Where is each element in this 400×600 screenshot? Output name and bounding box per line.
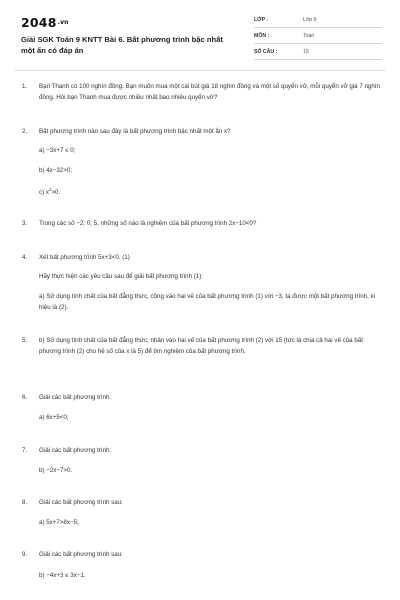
question-number: 4. [22, 254, 28, 261]
question-number: 6. [22, 394, 28, 401]
question-text: Xét bất phương trình 5x+3<0. (1) [39, 254, 130, 261]
question-number: 5. [22, 337, 28, 344]
question-number: 7. [22, 447, 28, 454]
sub-question-b: b) −4x+3 ≤ 3x−1. [39, 572, 86, 579]
question-number: 2. [22, 128, 28, 135]
option-b: b) 4x−32>0; [39, 167, 73, 174]
document-title: Giải SGK Toán 9 KNTT Bài 6. Bất phương trình bậc nhất một ẩn có đáp án [21, 35, 223, 55]
option-c-rest: >0. [51, 189, 61, 196]
site-logo[interactable] [21, 15, 69, 30]
sub-question-a: a) Sử dụng tính chất của bất đẳng thức, cộng vào hai vế của bất phương trình (1) với −3, ta được một bất phương trình, kí hiệu là (2). [39, 293, 376, 311]
question-number: 1. [22, 83, 28, 90]
question-number: 8. [22, 499, 28, 506]
option-a: a) −3x+7 ≤ 0; [39, 147, 76, 154]
question-number: 3. [22, 220, 28, 227]
meta-label: MÔN : [254, 33, 270, 39]
option-c-exponent: 2 [48, 187, 52, 192]
question-text: Giải các bất phương trình sau: [39, 551, 123, 558]
meta-value: Toán [303, 33, 315, 39]
meta-label: SỐ CÂU : [254, 49, 278, 55]
logo-text: 2048 [21, 15, 57, 30]
question-text: Bất phương trình nào sau đây là bất phương trình bậc nhất một ẩn x? [39, 128, 231, 135]
question-text: Giải các bất phương trình: [39, 394, 112, 401]
sub-question-a: a) 5x+7>8x−5; [39, 519, 79, 526]
meta-info [254, 14, 382, 62]
meta-value: 15 [303, 49, 309, 55]
question-text: Giải các bất phương trình: [39, 447, 112, 454]
meta-label: LỚP : [254, 17, 269, 23]
meta-value: Lớp 9 [303, 17, 317, 23]
instruction-text: Hãy thực hiện các yêu cầu sau để giải bất phương trình (1): [39, 273, 204, 280]
header-divider [14, 70, 386, 71]
question-text: b) Sử dụng tính chất của bất đẳng thức, nhân vào hai vế của bất phương trình (2) với 15 (tức là chia cả hai vế của bất phương trình (2) cho hệ số của x là 5) để tìm nghiệm của bất phương trình. [39, 337, 363, 355]
meta-row-grade [254, 14, 382, 28]
sub-question-a: a) 6x+5<0; [39, 414, 69, 421]
sub-question-b: b) −2x−7>0. [39, 467, 73, 474]
document-header [21, 14, 381, 60]
meta-row-question-count [254, 46, 382, 60]
option-c [39, 184, 379, 198]
meta-row-subject [254, 30, 382, 44]
logo-suffix: .vn [57, 19, 69, 26]
option-c-base: c) x [39, 189, 49, 196]
question-text: Bạn Thanh có 100 nghìn đồng. Bạn muốn mua một cái bút giá 18 nghìn đồng và một số quyển vở, mỗi quyển vở giá 7 nghìn đồng. Hỏi bạn Thanh mua được nhiều nhất bao nhiêu quyển vở? [39, 83, 380, 101]
question-text: Giải các bất phương trình sau: [39, 499, 123, 506]
question-number: 9. [22, 551, 28, 558]
question-text: Trong các số −2; 0; 5, những số nào là nghiệm của bất phương trình 2x−10<0? [39, 220, 257, 227]
